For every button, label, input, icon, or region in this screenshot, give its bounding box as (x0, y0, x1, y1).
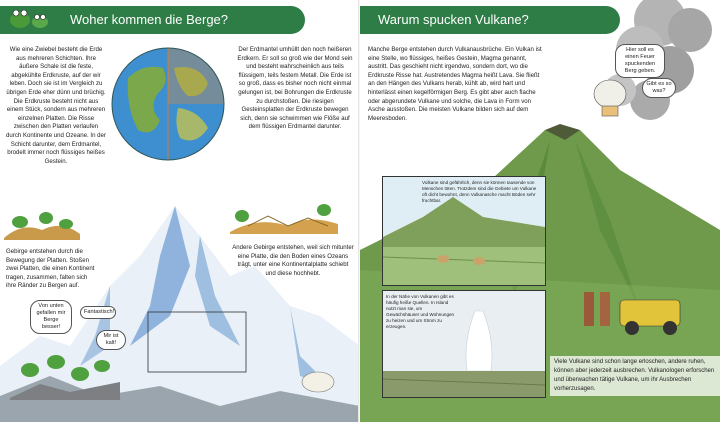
right-bottom-text: Viele Vulkane sind schon lange erloschen, andere ruhen, können aber jederzeit ausbrechen. Vulkanologen erforschen und überwachen tätige Vulkane, um ihr Ausbrechen vorherzusagen. (550, 356, 720, 396)
right-page-title: Warum spucken Vulkane? (360, 6, 620, 34)
frog-climbers-illustration (10, 340, 120, 400)
speech-bubble-kids-left: Von unten gefallen mir Berge besser! (30, 300, 72, 334)
left-core-text: Der Erdmantel umhüllt den noch heißeren Erdkern. Er soll so groß wie der Mond sein und besteht wahrscheinlich aus teils flüssigem, teils festem Metall. Die Erde ist so groß, dass es bisher noch nicht einmal gelungen ist, bei Bohrungen die Erdkruste zu durchstoßen. Die riesigen Gesteinsplatten der Erdkruste bewegen sich, denn sie schwimmen wie Flöße auf dem flüssigen Erdmantel darunter. (237, 46, 353, 131)
speech-bubble-kids-mid: Fantastisch! (80, 306, 116, 319)
hot-air-balloon-illustration (588, 78, 632, 118)
left-page-title: Woher kommen die Berge? (0, 6, 305, 34)
speech-bubble-balloon-2: Gibt es so was? (642, 78, 676, 98)
speech-bubble-kids-right: Mir ist kalt! (96, 330, 126, 350)
geyser-caption: In der Nähe von Vulkanen gibt es häufig heiße Quellen. In Island nutzt man sie, um Gewächshäuser und Wohnungen zu heizen und um Strom zu erzeugen. (386, 294, 455, 329)
frog-mascot-icon (4, 2, 54, 32)
volcanologists-jeep-illustration (570, 282, 690, 342)
right-main-text: Manche Berge entstehen durch Vulkanausbrüche. Ein Vulkan ist eine Stelle, wo flüssiges, heißes Gestein, Magma genannt, austritt. Das geschieht nicht irgendwo, sondern dort, wo die Erdkruste Risse hat. Austretendes Magma heißt Lava. Sie fließt an den Hängen des Vulkans herab, kühlt ab, wird hart und hinterlässt einen kegelförmigen Berg. Es gibt aber auch flache oder abgerundete Vulkane und solche, die Lava in Form von Asche ausstoßen. Die meisten Vulkane bilden sich auf dem Meeresboden. (368, 46, 542, 122)
earth-globe-illustration (108, 38, 230, 166)
right-page (360, 0, 720, 422)
left-fold-text: Gebirge entstehen durch die Bewegung der Platten. Stoßen zwei Platten, die einen Kontinent tragen, zusammen, falten sich ihre Ränder zu Bergen auf. (6, 248, 95, 290)
left-intro-text: Wie eine Zwiebel besteht die Erde aus mehreren Schichten. Ihre äußere Schale ist die feste, abgekühlte Erdkruste, auf der wir leben. Doch sie ist im Vergleich zu übrigen Erde eher dünn und brüchig. Die Erdkruste besteht nicht aus einem Stück, sondern aus mehreren einzelnen Platten. Die Risse zwischen den Platten verlaufen durch Kontinente und Ozeane. In der Schicht darunter, dem Erdmantel, brodelt immer noch flüssiges heißes Gestein. (6, 46, 106, 165)
rice-field-caption: Vulkane sind gefährlich, denn sie können tausende von Menschen töten. Trotzdem sind die Gebiete um Vulkane oft dicht bewohnt, denn Vulkanasche macht Böden sehr fruchtbar. (422, 180, 537, 203)
speech-bubble-balloon-1: Hier soll es einen Feuer spuckenden Berg geben. (615, 44, 665, 78)
left-subduction-text: Andere Gebirge entstehen, weil sich mitunter eine Platte, die den Boden eines Ozeans trägt, unter eine Kontinentalplatte schiebt und diese hochhebt. (232, 244, 354, 277)
